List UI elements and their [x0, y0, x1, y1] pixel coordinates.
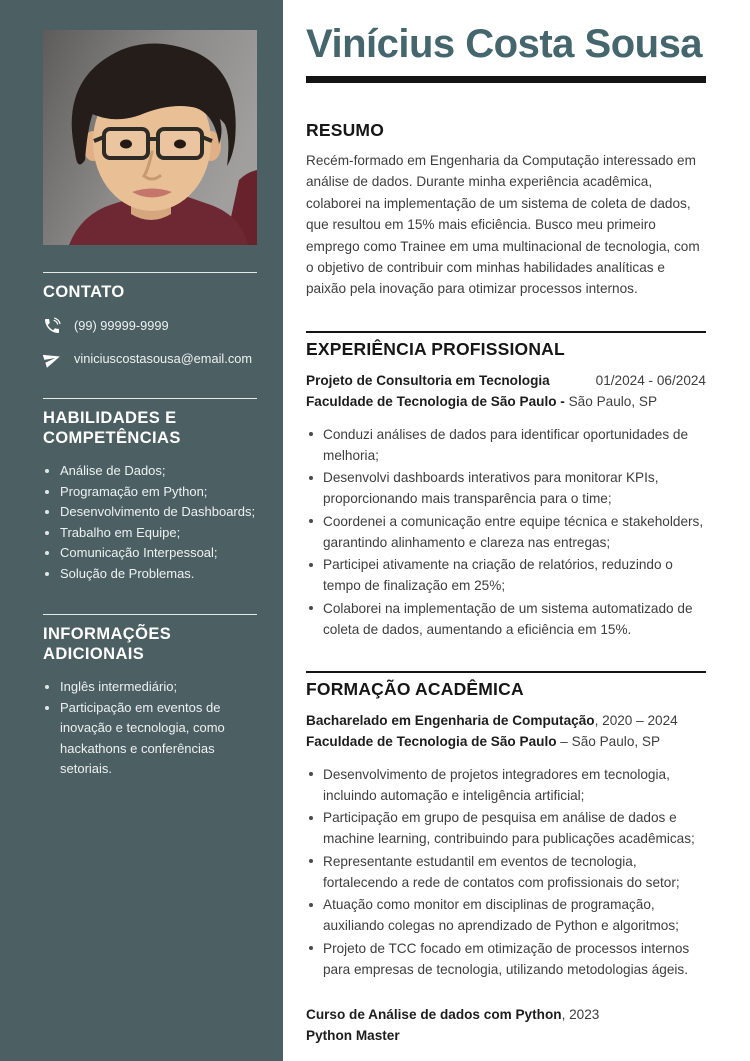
- education-school-line: [306, 731, 706, 752]
- education-degree-period: , 2020 – 2024: [594, 712, 678, 728]
- experience-bullet-list: [306, 424, 706, 640]
- experience-entry-header: [306, 370, 706, 391]
- contact-phone: [43, 317, 257, 335]
- experience-organization: Faculdade de Tecnologia de São Paulo -: [306, 393, 565, 409]
- experience-bullet: Coordenei a comunicação entre equipe técnica e stakeholders, garantindo alinhamento e clareza nas entregas;: [306, 511, 706, 553]
- skill-item: Programação em Python;: [43, 482, 257, 503]
- education-degree: Bacharelado em Engenharia de Computação: [306, 712, 595, 728]
- course-title: Curso de Análise de dados com Python: [306, 1006, 562, 1022]
- summary-section: [306, 120, 706, 300]
- education-school-location: – São Paulo, SP: [556, 733, 661, 749]
- phone-icon: [43, 317, 61, 335]
- main-content: [283, 0, 750, 1061]
- sidebar: [0, 0, 283, 1061]
- education-bullet: Representante estudantil em eventos de tecnologia, fortalecendo a rede de contatos com profissionais do setor;: [306, 851, 706, 893]
- education-section: [306, 671, 706, 1046]
- contact-email-text: viniciuscostasousa@email.com: [74, 351, 252, 366]
- portrait-illustration: [43, 30, 257, 245]
- experience-location: São Paulo, SP: [564, 393, 658, 409]
- education-school: Faculdade de Tecnologia de São Paulo: [306, 733, 557, 749]
- experience-heading: EXPERIÊNCIA PROFISSIONAL: [306, 331, 706, 360]
- contact-phone-text: (99) 99999-9999: [74, 318, 169, 333]
- course-title-line: [306, 1004, 706, 1025]
- contact-section: [43, 272, 257, 368]
- additional-info-item: Inglês intermediário;: [43, 677, 257, 698]
- course-block: [306, 1004, 706, 1046]
- experience-role: Projeto de Consultoria em Tecnologia: [306, 372, 550, 388]
- profile-photo: [43, 30, 257, 245]
- skills-list: [43, 461, 257, 584]
- skill-item: Solução de Problemas.: [43, 564, 257, 585]
- experience-bullet: Colaborei na implementação de um sistema automatizado de coleta de dados, aumentando a eficiência em 15%.: [306, 598, 706, 640]
- additional-info-section: [43, 614, 257, 780]
- skills-section: [43, 398, 257, 584]
- education-bullet-list: [306, 764, 706, 980]
- additional-info-heading: INFORMAÇÕES ADICIONAIS: [43, 614, 257, 664]
- summary-heading: RESUMO: [306, 120, 385, 140]
- skill-item: Análise de Dados;: [43, 461, 257, 482]
- skills-heading: HABILIDADES E COMPETÊNCIAS: [43, 398, 257, 448]
- summary-text: Recém-formado em Engenharia da Computação interessado em análise de dados. Durante minha experiência acadêmica, colaborei na implementação de um sistema de coleta de dados, que resultou em 15% mais eficiência. Busco meu primeiro emprego como Trainee em uma multinacional de tecnologia, com o objetivo de contribuir com minhas habilidades analíticas e paixão pela inovação para otimizar processos internos.: [306, 153, 700, 297]
- additional-info-item: Participação em eventos de inovação e tecnologia, como hackathons e conferências setoriais.: [43, 698, 257, 780]
- education-heading: FORMAÇÃO ACADÊMICA: [306, 671, 706, 700]
- education-bullet: Desenvolvimento de projetos integradores em tecnologia, incluindo automação e inteligência artificial;: [306, 764, 706, 806]
- experience-bullet: Conduzi análises de dados para identificar oportunidades de melhoria;: [306, 424, 706, 466]
- send-icon: [43, 350, 61, 368]
- education-degree-line: [306, 710, 678, 731]
- experience-organization-line: [306, 391, 706, 412]
- experience-section: [306, 331, 706, 640]
- skill-item: Trabalho em Equipe;: [43, 523, 257, 544]
- contact-email: [43, 350, 257, 368]
- name-underline-bar: [306, 76, 706, 83]
- candidate-name: Vinícius Costa Sousa: [306, 22, 703, 66]
- course-provider: Python Master: [306, 1027, 400, 1043]
- skill-item: Comunicação Interpessoal;: [43, 543, 257, 564]
- experience-bullet: Participei ativamente na criação de relatórios, reduzindo o tempo de finalização em 25%;: [306, 554, 706, 596]
- education-bullet: Projeto de TCC focado em otimização de processos internos para empresas de tecnologia, utilizando metodologias ágeis.: [306, 938, 706, 980]
- additional-info-list: [43, 677, 257, 780]
- education-bullet: Atuação como monitor em disciplinas de programação, auxiliando colegas no aprendizado de Python e algoritmos;: [306, 894, 706, 936]
- course-year: , 2023: [561, 1006, 600, 1022]
- skill-item: Desenvolvimento de Dashboards;: [43, 502, 257, 523]
- education-bullet: Participação em grupo de pesquisa em análise de dados e machine learning, contribuindo para publicações acadêmicas;: [306, 807, 706, 849]
- experience-bullet: Desenvolvi dashboards interativos para monitorar KPIs, proporcionando mais transparência para o time;: [306, 467, 706, 509]
- experience-dates: 01/2024 - 06/2024: [595, 372, 706, 388]
- contact-heading: CONTATO: [43, 272, 257, 302]
- education-entry-header: [306, 710, 706, 731]
